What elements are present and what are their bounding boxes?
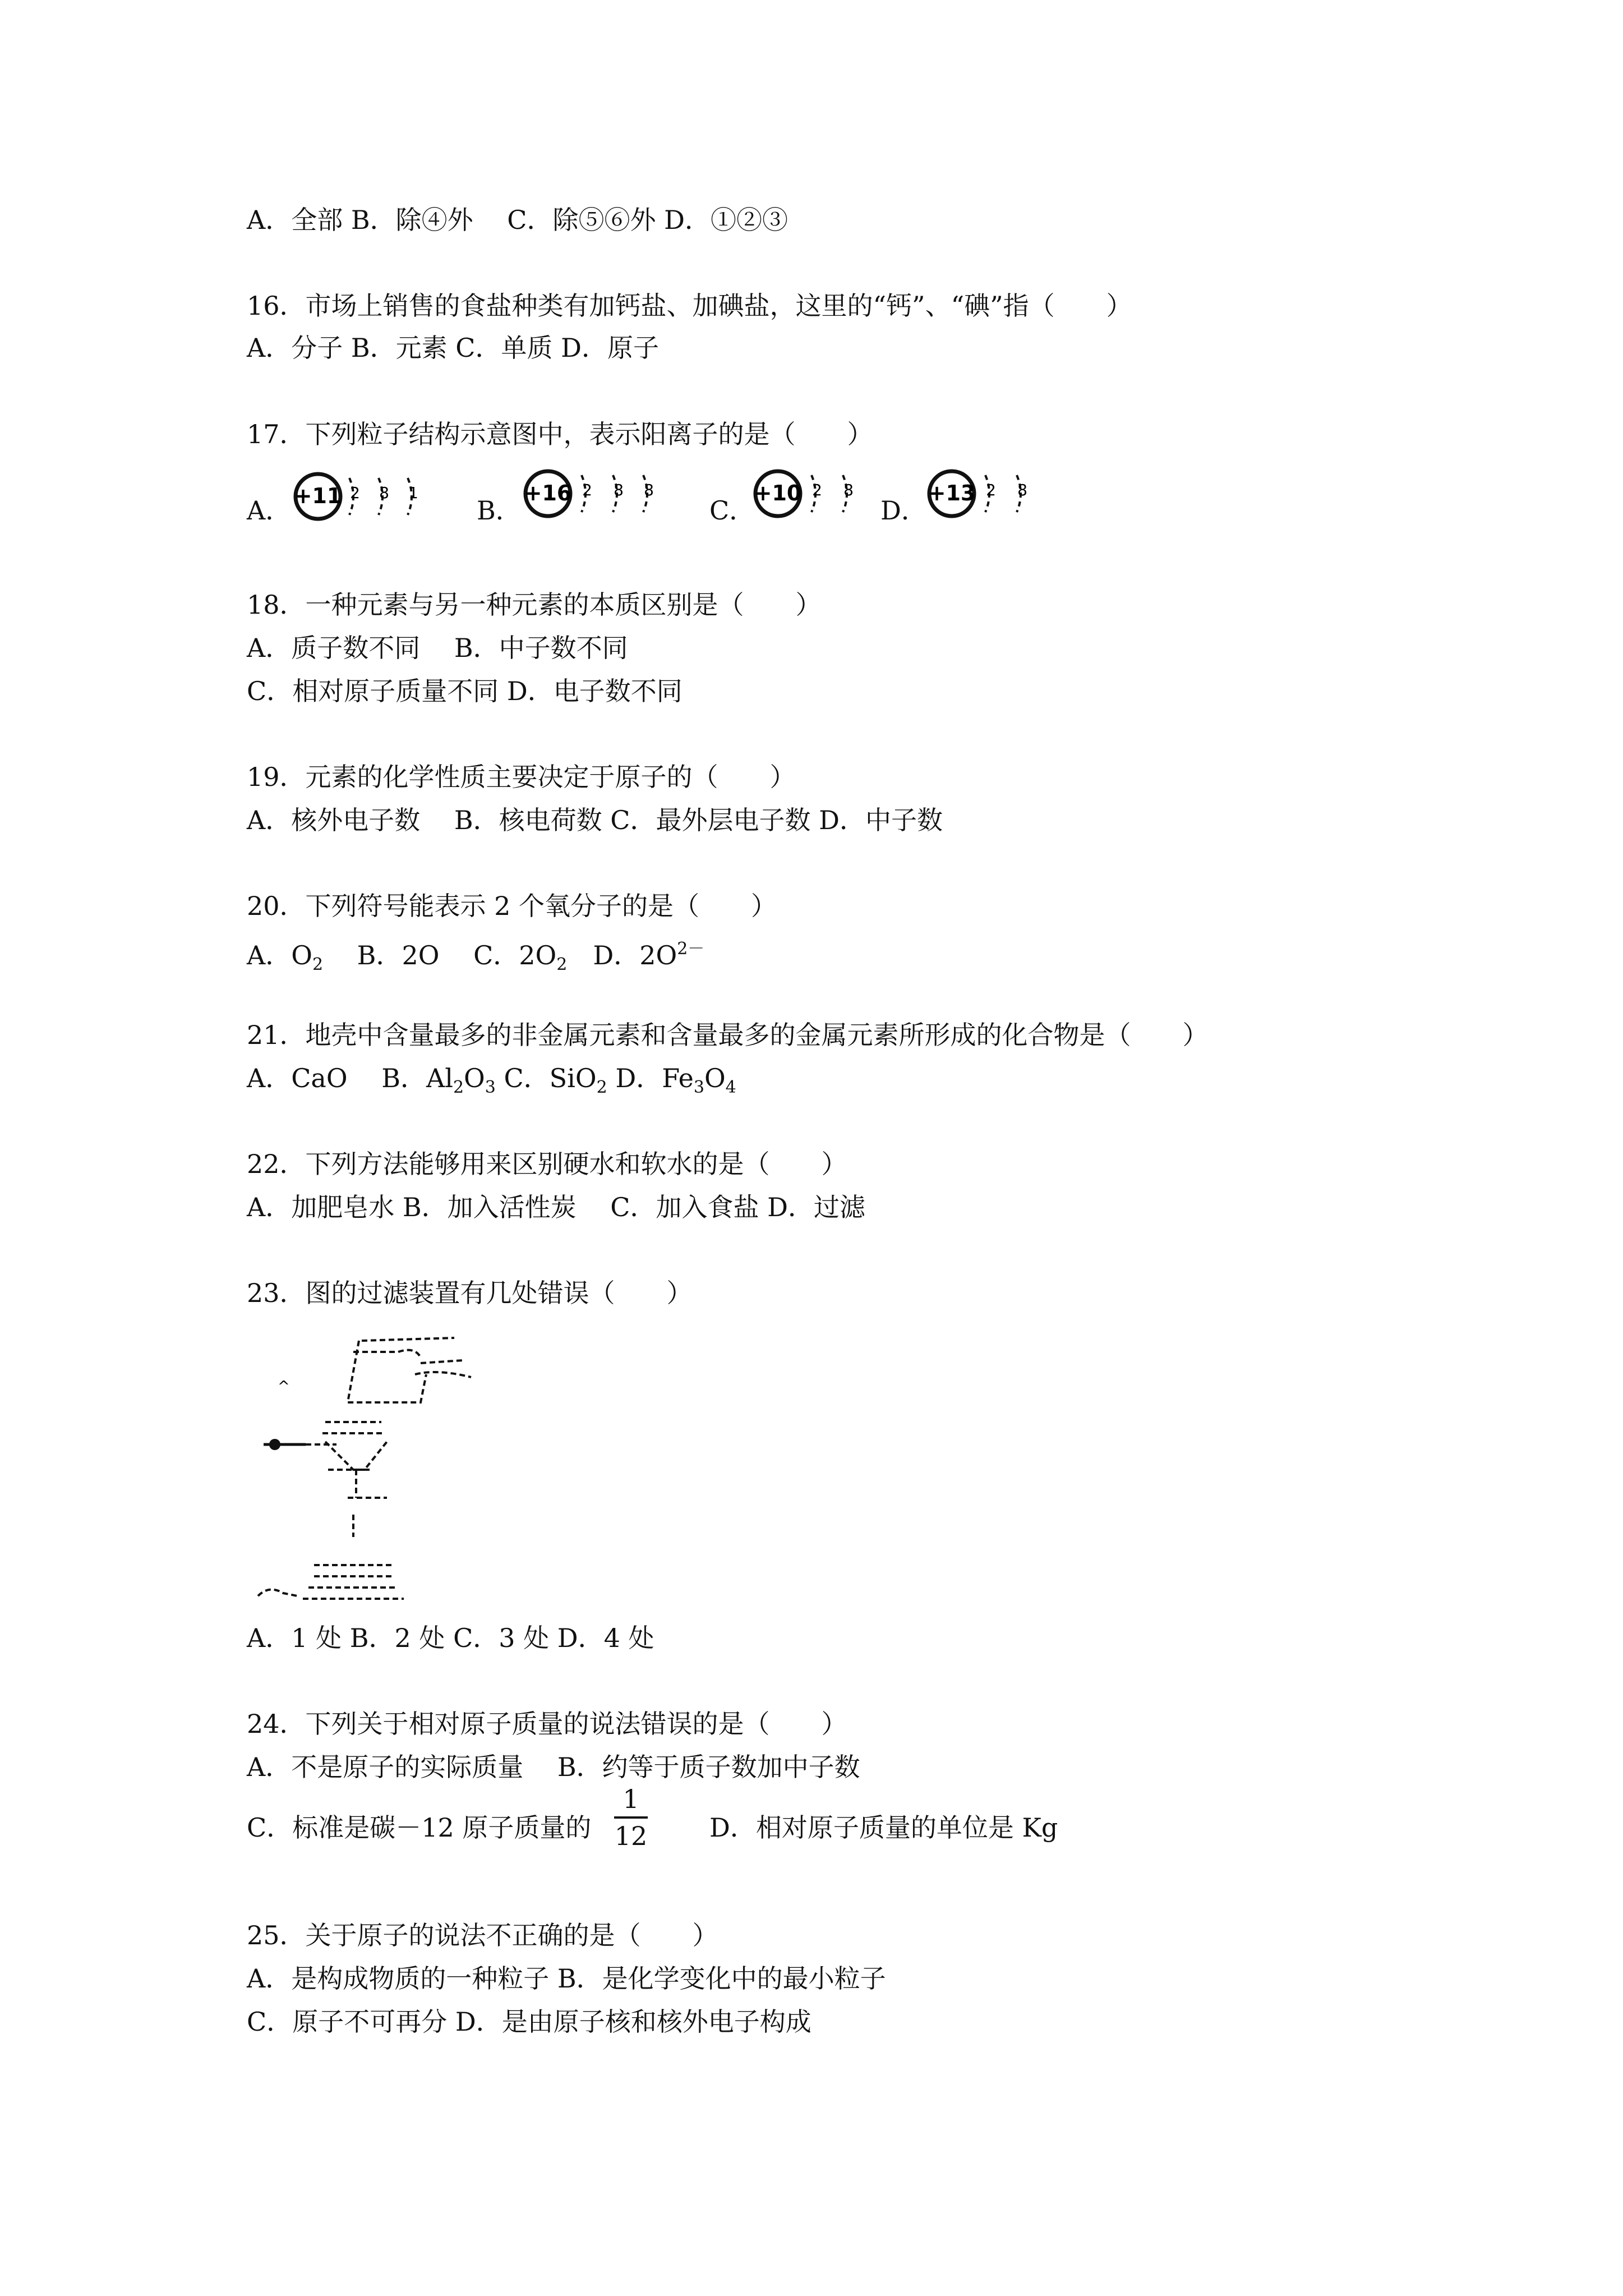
q20-option-a: A．$O_2$ (247, 940, 324, 974)
q21-option-a: A．CaO (247, 1063, 348, 1093)
atom-c-shell-2: 8 (843, 481, 854, 499)
q23-option-b: B．2 处 (349, 1623, 445, 1653)
q18-options-row2 (247, 674, 683, 708)
q19-option-b: B．核电荷数 (454, 805, 602, 835)
q16-option-a: A．分子 (247, 333, 343, 363)
q20-stem: 20．下列符号能表示 2 个氧分子的是（ ） (247, 891, 777, 921)
q18-option-c: C．相对原子质量不同 (247, 676, 499, 706)
q18-option-a: A．质子数不同 (247, 633, 421, 663)
q23-option-c: C．3 处 (453, 1623, 550, 1653)
q19-option-a: A．核外电子数 (247, 805, 421, 835)
q17-label-c: C． (709, 495, 755, 526)
q18-stem: 18．一种元素与另一种元素的本质区别是（ ） (247, 590, 822, 620)
atom-b-shell-3: 8 (644, 481, 654, 499)
q21-options (247, 1061, 736, 1105)
q21-option-d: D．$Fe_3O_4$ (615, 1063, 736, 1097)
q17-label-a: A． (247, 495, 292, 526)
q16-option-b: B．元素 (351, 333, 448, 363)
atom-a-shell-2: 8 (379, 484, 389, 502)
q22-option-a: A．加肥皂水 (247, 1192, 395, 1222)
q19-option-d: D．中子数 (819, 805, 943, 835)
q25-stem: 25．关于原子的说法不正确的是（ ） (247, 1920, 718, 1950)
q21-stem: 21．地壳中含量最多的非金属元素和含量最多的金属元素所形成的化合物是（ ） (247, 1020, 1209, 1050)
q24-option-b: B．约等于质子数加中子数 (557, 1752, 860, 1782)
q23-options (247, 1621, 654, 1655)
q24-option-d: D．相对原子质量的单位是 Kg (709, 1812, 1058, 1843)
q22-stem: 22．下列方法能够用来区别硬水和软水的是（ ） (247, 1149, 847, 1179)
q19-option-c: C．最外层电子数 (610, 805, 811, 835)
q17-label-b: B． (477, 495, 522, 526)
q22-option-d: D．过滤 (767, 1192, 866, 1222)
q24-stem: 24．下列关于相对原子质量的说法错误的是（ ） (247, 1709, 847, 1739)
q18-options-row1 (247, 631, 628, 665)
q20-option-b: B．2O (357, 940, 440, 970)
atom-b-shell-2: 8 (614, 481, 624, 499)
q15-option-c: C．除⑤⑥外 (507, 205, 656, 235)
atom-c-nucleus: +10 (754, 481, 802, 505)
atom-diagram-a (289, 466, 435, 527)
q24-options-row1 (247, 1750, 860, 1784)
q21-option-c: C．SiO$_2$ (504, 1063, 607, 1097)
atom-d-nucleus: +13 (928, 481, 976, 505)
q23-option-d: D．4 处 (557, 1623, 654, 1653)
atom-a-shell-1: 2 (350, 484, 360, 502)
q21-option-b: B．$Al_2O_3$ (381, 1063, 496, 1097)
q25-option-b: B．是化学变化中的最小粒子 (557, 1963, 886, 1994)
q25-options-row2 (247, 2005, 811, 2039)
q25-option-a: A．是构成物质的一种粒子 (247, 1963, 550, 1994)
q19-stem: 19．元素的化学性质主要决定于原子的（ ） (247, 762, 796, 792)
q22-option-c: C．加入食盐 (610, 1192, 759, 1222)
q16-options (247, 331, 659, 365)
atom-d-shell-2: 8 (1017, 481, 1027, 499)
q23-option-a: A．1 处 (247, 1623, 342, 1653)
q20-option-d: D．$2O^{2-}$ (593, 939, 705, 970)
q16-stem: 16．市场上销售的食盐种类有加钙盐、加碘盐，这里的“钙”、“碘”指（ ） (247, 291, 1132, 321)
q23-stem: 23．图的过滤装置有几处错误（ ） (247, 1278, 693, 1308)
fraction-numerator: 1 (623, 1784, 639, 1814)
q18-option-d: D．电子数不同 (506, 676, 683, 706)
q20-option-c: C．$2O_2$ (473, 940, 568, 974)
atom-b-nucleus: +16 (524, 481, 572, 505)
q24-option-c: C．标准是碳－12 原子质量的 (247, 1812, 592, 1843)
q20-options (247, 932, 704, 982)
q25-option-d: D．是由原子核和核外电子构成 (455, 2007, 811, 2037)
q25-option-c: C．原子不可再分 (247, 2007, 448, 2037)
filtration-apparatus-figure (252, 1329, 488, 1604)
q17-stem: 17．下列粒子结构示意图中，表示阳离子的是（ ） (247, 419, 873, 449)
atom-b-shell-1: 2 (582, 481, 592, 499)
atom-diagram-b (519, 463, 670, 524)
q25-options-row1 (247, 1962, 886, 1995)
fraction-denominator: 12 (614, 1821, 648, 1851)
atom-diagram-d (923, 463, 1046, 524)
q16-option-d: D．原子 (561, 333, 660, 363)
atom-diagram-c (749, 463, 872, 524)
q19-options (247, 803, 943, 837)
q22-options (247, 1190, 865, 1224)
q24-option-a: A．不是原子的实际质量 (247, 1752, 524, 1782)
q18-option-b: B．中子数不同 (454, 633, 628, 663)
atom-d-shell-1: 2 (986, 481, 996, 499)
svg-text:^: ^ (278, 1378, 290, 1395)
q15-option-a: A．全部 (247, 205, 343, 235)
atom-a-shell-3: 1 (408, 484, 418, 502)
q15-option-d: D．①②③ (664, 205, 789, 235)
atom-c-shell-1: 2 (812, 481, 822, 499)
q17-label-d: D． (880, 495, 927, 526)
q24-fraction (614, 1783, 648, 1852)
q22-option-b: B．加入活性炭 (402, 1192, 577, 1222)
q15-option-b: B．除④外 (351, 205, 473, 235)
atom-a-nucleus: +11 (294, 484, 342, 508)
q15-options (247, 203, 788, 237)
q16-option-c: C．单质 (455, 333, 553, 363)
